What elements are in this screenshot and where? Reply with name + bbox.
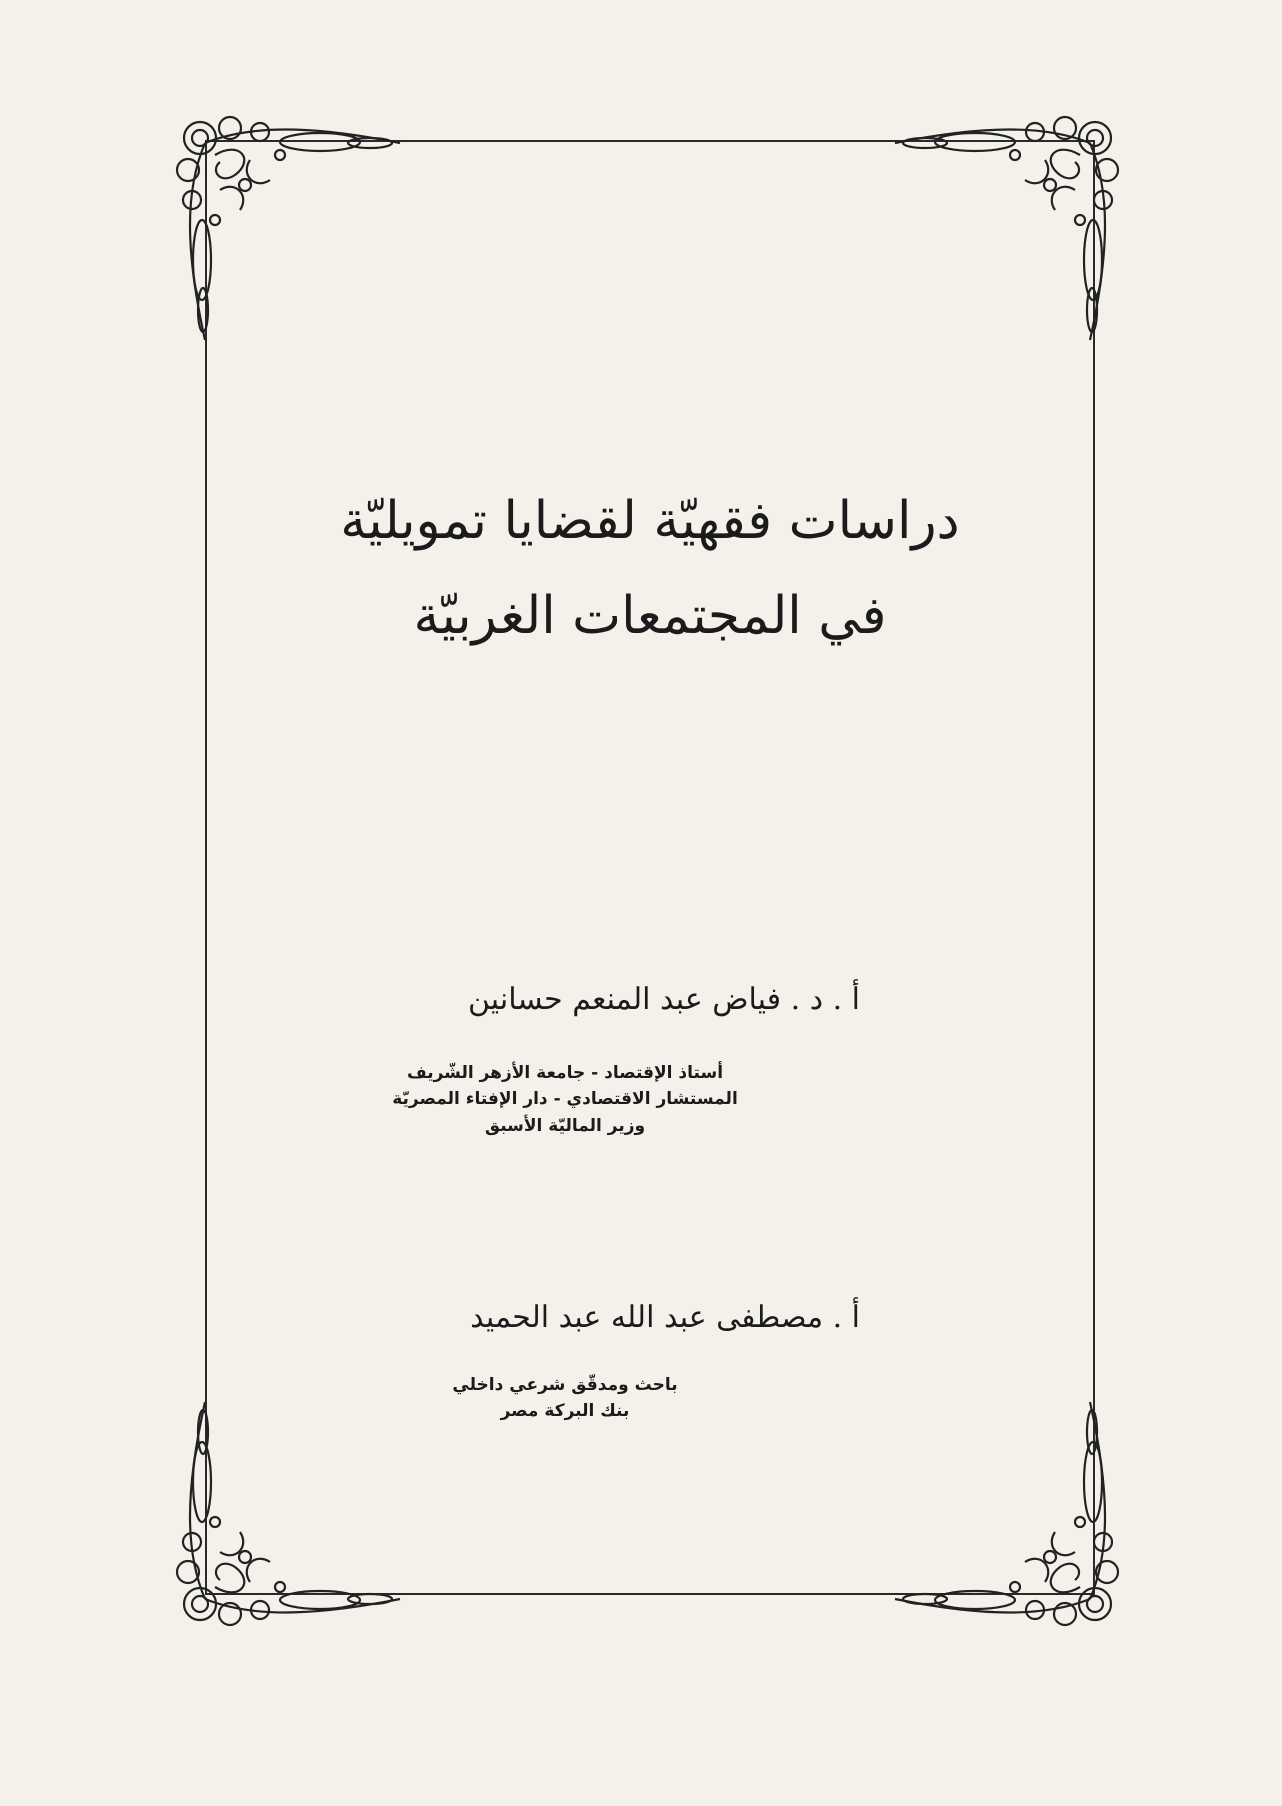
- author-1-credential-line: المستشار الاقتصادي - دار الإفتاء المصريّة: [392, 1089, 738, 1110]
- author-2-credentials: [285, 1372, 845, 1425]
- author-2-name: أ . مصطفى عبد الله عبد الحميد: [470, 1300, 860, 1335]
- book-title-line-1: دراسات فقهيّة لقضايا تمويليّة: [340, 491, 960, 551]
- author-2-credential-line: بنك البركة مصر: [500, 1401, 630, 1422]
- corner-ornament-top-left: [160, 100, 410, 350]
- book-title-line-2: في المجتمعات الغربيّة: [413, 586, 887, 646]
- author-1-credential-line: وزير الماليّة الأسبق: [484, 1115, 646, 1136]
- corner-ornament-bottom-left: [160, 1392, 410, 1642]
- author-1-credentials: [285, 1060, 845, 1139]
- corner-ornament-bottom-right: [885, 1392, 1135, 1642]
- author-1-name: أ . د . فياض عبد المنعم حسانين: [467, 982, 860, 1017]
- corner-ornament-top-right: [885, 100, 1135, 350]
- author-2-credential-line: باحث ومدقّق شرعي داخلي: [452, 1375, 678, 1395]
- author-1-credential-line: أستاذ الإقتصاد - جامعة الأزهر الشّريف: [406, 1063, 724, 1083]
